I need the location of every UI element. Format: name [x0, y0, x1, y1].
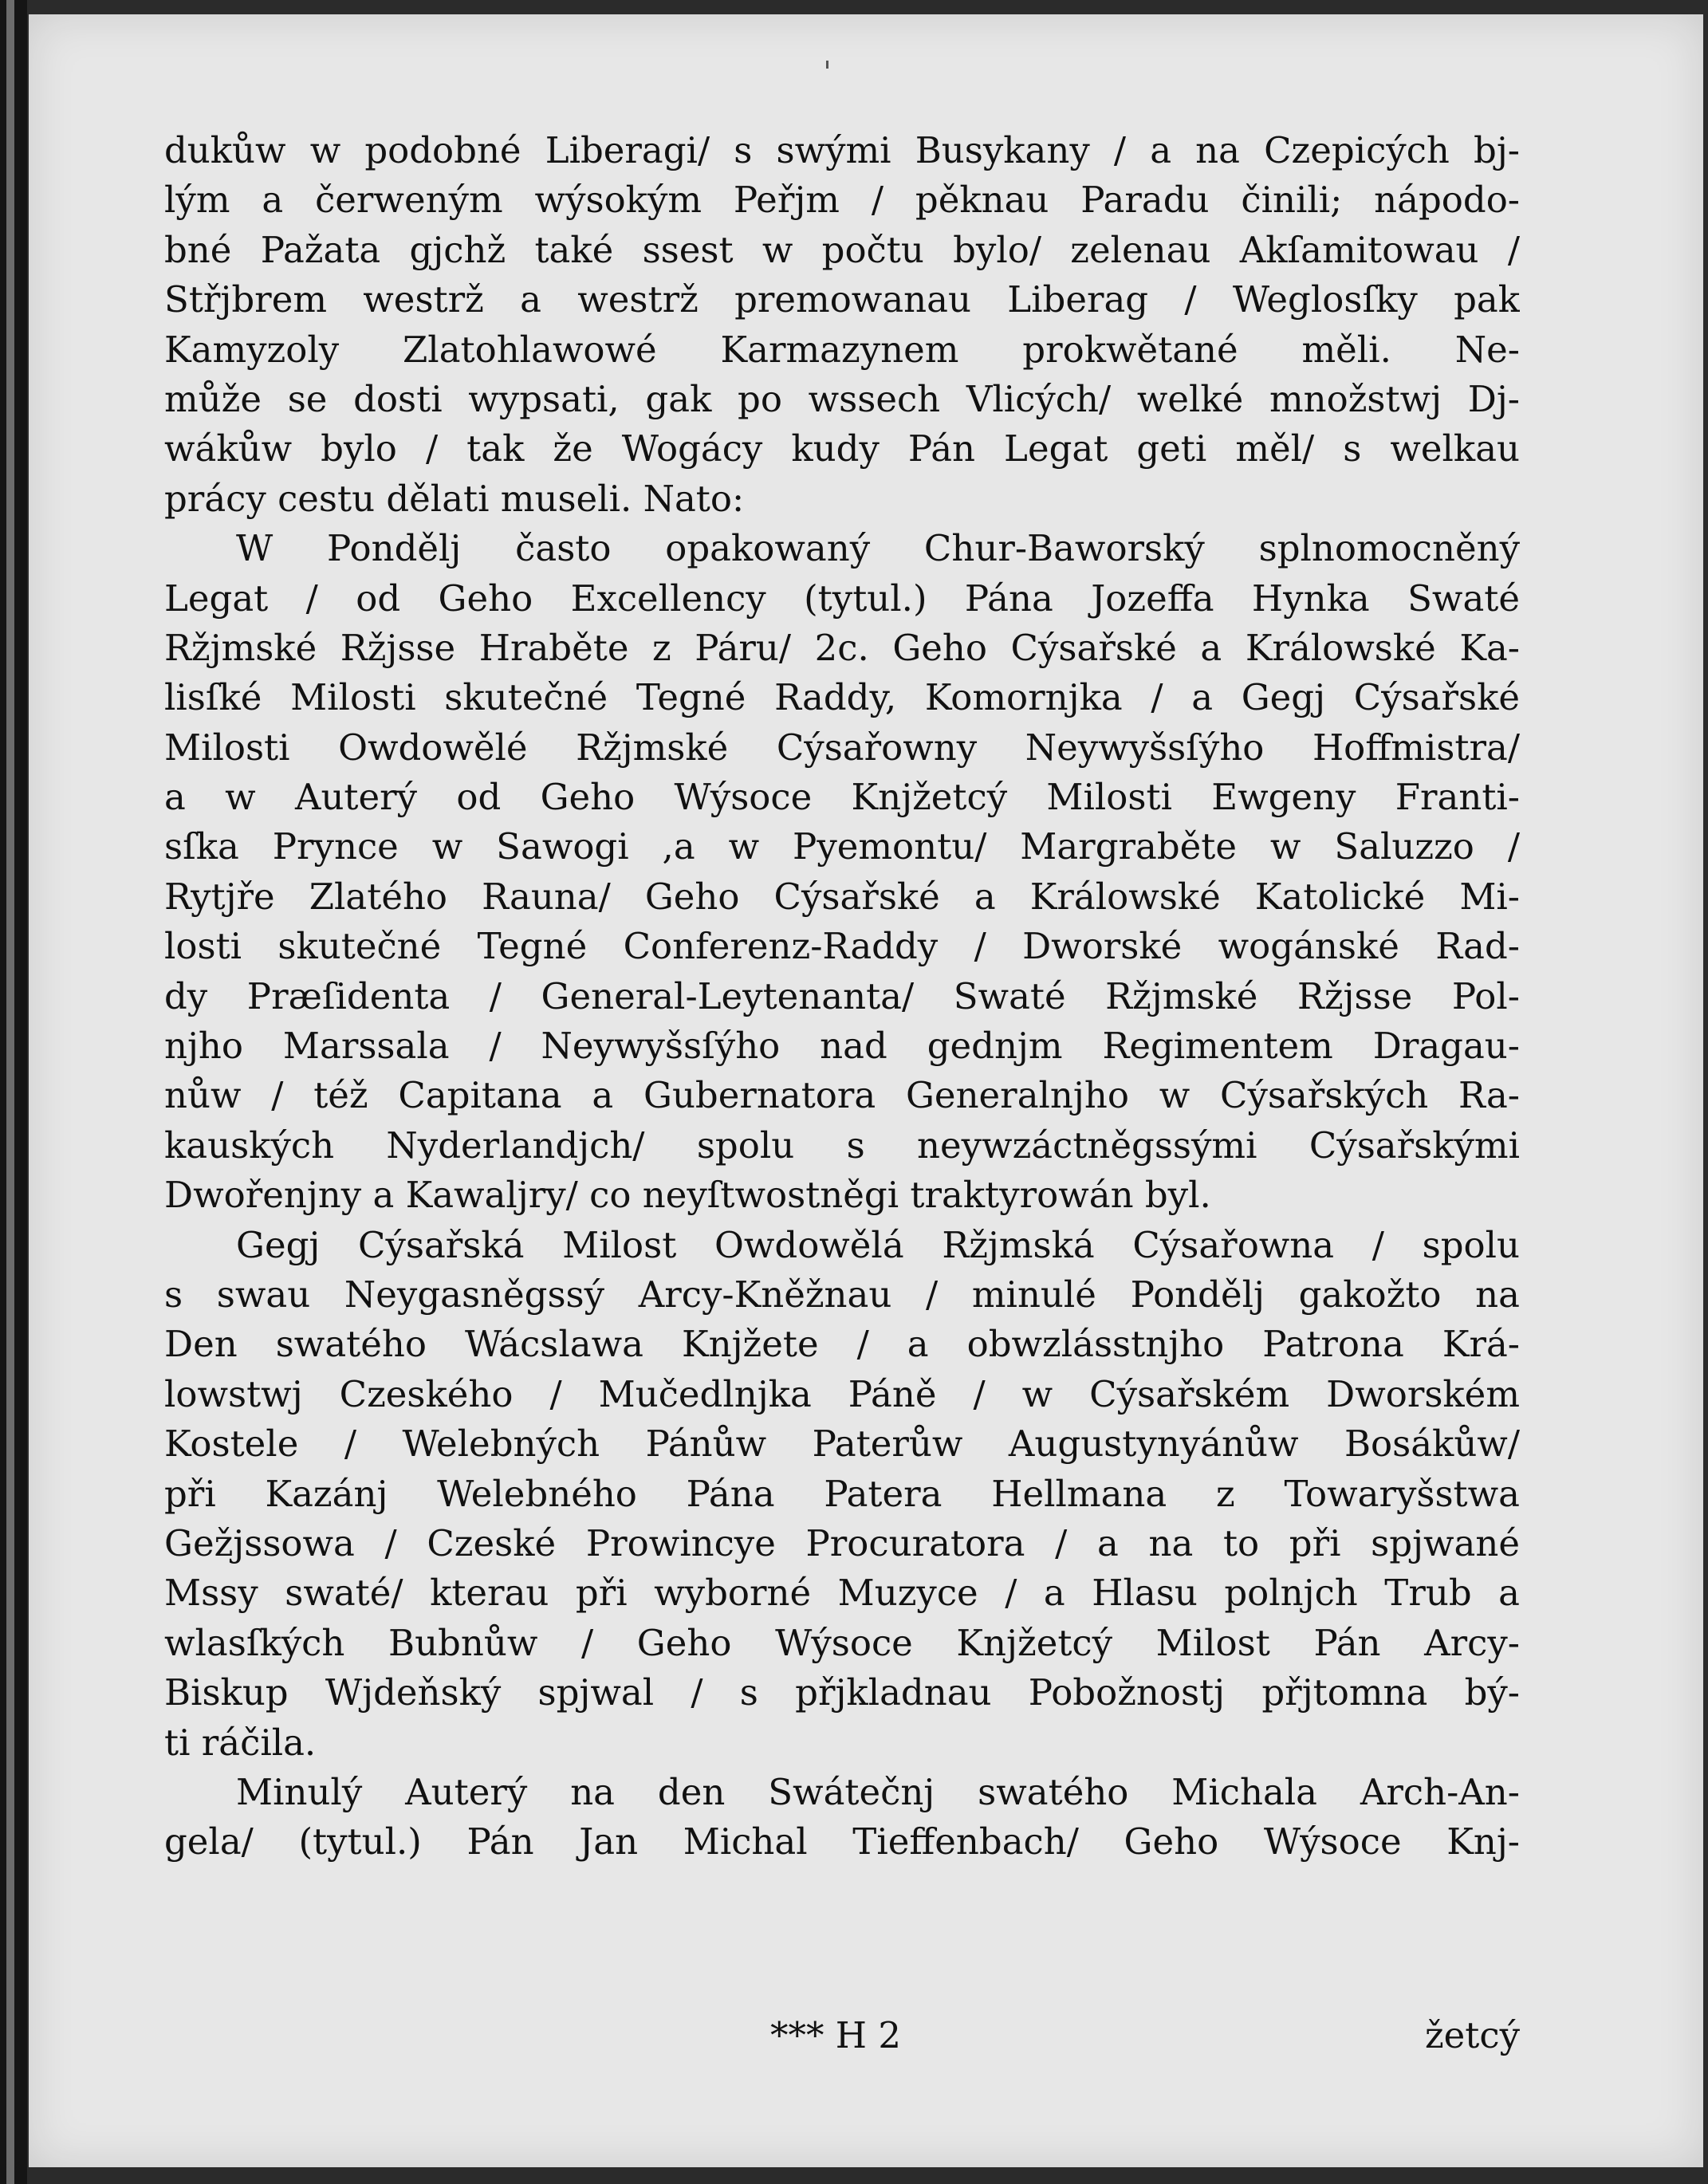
- text-line: W Pondělj často opakowaný Chur-Baworský splnomocněný: [236, 527, 1520, 570]
- scan-edge-sliver: [6, 0, 14, 2184]
- text-line: Legat / od Geho Excellency (tytul.) Pána Jozeffa Hynka Swaté: [164, 576, 1520, 620]
- text-line: Rytjře Zlatého Rauna/ Geho Cýsařské a Králowské Katolické Mi-: [164, 875, 1520, 918]
- text-line: gela/ (tytul.) Pán Jan Michal Tieffenbach/ Geho Wýsoce Knj-: [164, 1820, 1520, 1863]
- text-line: Minulý Auterý na den Swátečnj swatého Michala Arch-An-: [236, 1770, 1520, 1813]
- text-line: může se dosti wypsati, gak po wssech Vlicých/ welké množstwj Dj-: [164, 377, 1520, 420]
- text-line: wákůw bylo / tak že Wogácy kudy Pán Legat geti měl/ s welkau: [164, 427, 1520, 470]
- text-line: lowstwj Czeského / Mučedlnjka Páně / w Cýsařském Dworském: [164, 1372, 1520, 1415]
- text-line: losti skutečné Tegné Conferenz-Raddy / Dworské wogánské Rad-: [164, 925, 1520, 968]
- text-line: ti ráčila.: [164, 1721, 317, 1764]
- text-line: Ržjmské Ržjsse Hraběte z Páru/ 2c. Geho Cýsařské a Králowské Ka-: [164, 626, 1520, 669]
- text-line: kauských Nyderlandjch/ spolu s neywzáctněgssými Cýsařskými: [164, 1123, 1520, 1167]
- text-line: Dwořenjny a Kawaljry/ co neyſtwostněgi traktyrowán byl.: [164, 1174, 1211, 1217]
- text-line: a w Auterý od Geho Wýsoce Knjžetcý Milosti Ewgeny Franti-: [164, 776, 1520, 819]
- book-page: [29, 14, 1703, 2167]
- text-line: dukůw w podobné Liberagi/ s swými Busykany / a na Czepicých bj-: [164, 129, 1520, 171]
- text-line: Kostele / Welebných Pánůw Paterůw Augustynyánůw Bosákůw/: [164, 1423, 1520, 1466]
- text-line: prácy cestu dělati museli. Nato:: [164, 477, 745, 520]
- text-line: Gegj Cýsařská Milost Owdowělá Ržjmská Cýsařowna / spolu: [236, 1223, 1520, 1266]
- text-line: wlasſkých Bubnůw / Geho Wýsoce Knjžetcý Milost Pán Arcy-: [164, 1621, 1520, 1664]
- text-line: nůw / též Capitana a Gubernatora Generalnjho w Cýsařských Ra-: [164, 1074, 1520, 1117]
- text-line: sſka Prynce w Sawogi ,a w Pyemontu/ Margraběte w Saluzzo /: [164, 825, 1520, 868]
- text-line: Střjbrem westrž a westrž premowanau Liberag / Weglosſky pak: [164, 278, 1520, 321]
- catchword: žetcý: [1424, 2014, 1520, 2056]
- text-line: lým a čerweným wýsokým Peřjm / pěknau Paradu činili; nápodo-: [164, 179, 1520, 222]
- page-footer: [164, 2014, 1520, 2064]
- signature-mark: *** H 2: [770, 2014, 901, 2056]
- text-line: s swau Neygasněgssý Arcy-Kněžnau / minulé Pondělj gakožto na: [164, 1273, 1520, 1316]
- text-line: Gežjssowa / Czeské Prowincye Procuratora / a na to při spjwané: [164, 1521, 1520, 1564]
- text-line: Milosti Owdowělé Ržjmské Cýsařowny Neywyšsſýho Hoffmistra/: [164, 726, 1520, 769]
- text-line: njho Marssala / Neywyšsſýho nad gednjm Regimentem Dragau-: [164, 1025, 1520, 1068]
- ink-speck: [826, 61, 828, 69]
- text-line: Den swatého Wácslawa Knjžete / a obwzlásstnjho Patrona Krá-: [164, 1323, 1520, 1366]
- page-text: [164, 126, 1520, 1867]
- text-line: při Kazánj Welebného Pána Patera Hellmana z Towaryšstwa: [164, 1472, 1520, 1515]
- text-line: Mssy swaté/ kterau při wyborné Muzyce / a Hlasu polnjch Trub a: [164, 1572, 1520, 1615]
- text-line: Biskup Wjdeňský spjwal / s přjkladnau Pobožnostj přjtomna bý-: [164, 1671, 1520, 1714]
- text-line: Kamyzoly Zlatohlawowé Karmazynem prokwětané měli. Ne-: [164, 328, 1520, 371]
- text-line: lisſké Milosti skutečné Tegné Raddy, Komornjka / a Gegj Cýsařské: [164, 676, 1520, 719]
- text-line: dy Præſidenta / General-Leytenanta/ Swaté Ržjmské Ržjsse Pol-: [164, 974, 1520, 1017]
- text-line: bné Pažata gjchž také ssest w počtu bylo/ zelenau Akſamitowau /: [164, 228, 1520, 271]
